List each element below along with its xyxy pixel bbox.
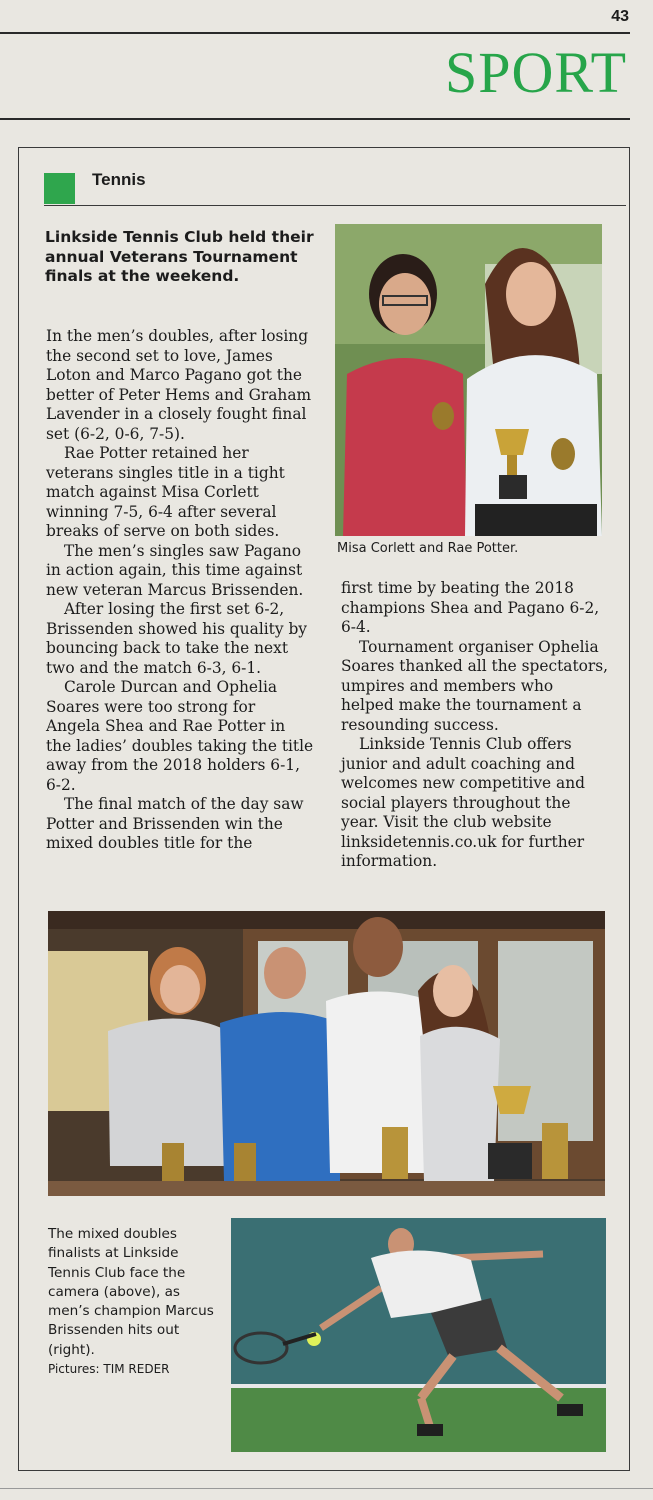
photo-caption-1: Misa Corlett and Rae Potter. <box>337 541 519 556</box>
bottom-rule <box>0 1488 653 1489</box>
paragraph: The men’s singles saw Pagano in action again, this time against new veteran Marcus Brissenden. <box>46 541 304 599</box>
page-number: 43 <box>611 8 629 25</box>
body-column-1 <box>46 327 314 854</box>
paragraph: Linkside Tennis Club offers junior and adult coaching and welcomes new competitive and social players throughout the year. Visit the club website linksidetennis.co.uk for further information. <box>341 735 585 870</box>
photo-brissenden-action <box>231 1218 606 1452</box>
photo-corlett-potter <box>335 224 602 536</box>
top-rule <box>0 32 630 34</box>
section-rule <box>0 118 630 120</box>
paragraph: Carole Durcan and Ophelia Soares were too strong for Angela Shea and Rae Potter in the ladies’ doubles taking the title away from the 2018 holders 6-1, 6-2. <box>46 678 314 794</box>
article-tag: Tennis <box>92 170 146 189</box>
paragraph: first time by beating the 2018 champions Shea and Pagano 6-2, 6-4. <box>341 579 600 636</box>
paragraph: The final match of the day saw Potter and Brissenden win the mixed doubles title for the <box>46 795 304 852</box>
body-column-2 <box>341 579 609 872</box>
photo-mixed-doubles-group <box>48 911 605 1196</box>
section-title: SPORT <box>444 40 627 105</box>
standfirst: Linkside Tennis Club held their annual Veterans Tournament finals at the weekend. <box>45 228 314 285</box>
photo-credit: Pictures: TIM REDER <box>48 1362 170 1377</box>
paragraph: Tournament organiser Ophelia Soares thanked all the spectators, umpires and members who helped make the tournament a resounding success. <box>341 637 609 734</box>
tag-square-icon <box>44 173 75 204</box>
paragraph: Rae Potter retained her veterans singles title in a tight match against Misa Corlett winning 7-5, 6-4 after several breaks of serve on both sides. <box>46 444 285 540</box>
photo-caption-3 <box>48 1225 223 1379</box>
paragraph: In the men’s doubles, after losing the second set to love, James Loton and Marco Pagano got the better of Peter Hems and Graham Lavender in a closely fought final set (6-2, 0-6, 7-5). <box>46 327 312 443</box>
tag-rule <box>44 205 626 206</box>
caption-text: The mixed doubles finalists at Linkside Tennis Club face the camera (above), as men’s champion Marcus Brissenden hits out (right). <box>48 1226 214 1358</box>
paragraph: After losing the first set 6-2, Brissenden showed his quality by bouncing back to take the next two and the match 6-3, 6-1. <box>46 600 308 677</box>
